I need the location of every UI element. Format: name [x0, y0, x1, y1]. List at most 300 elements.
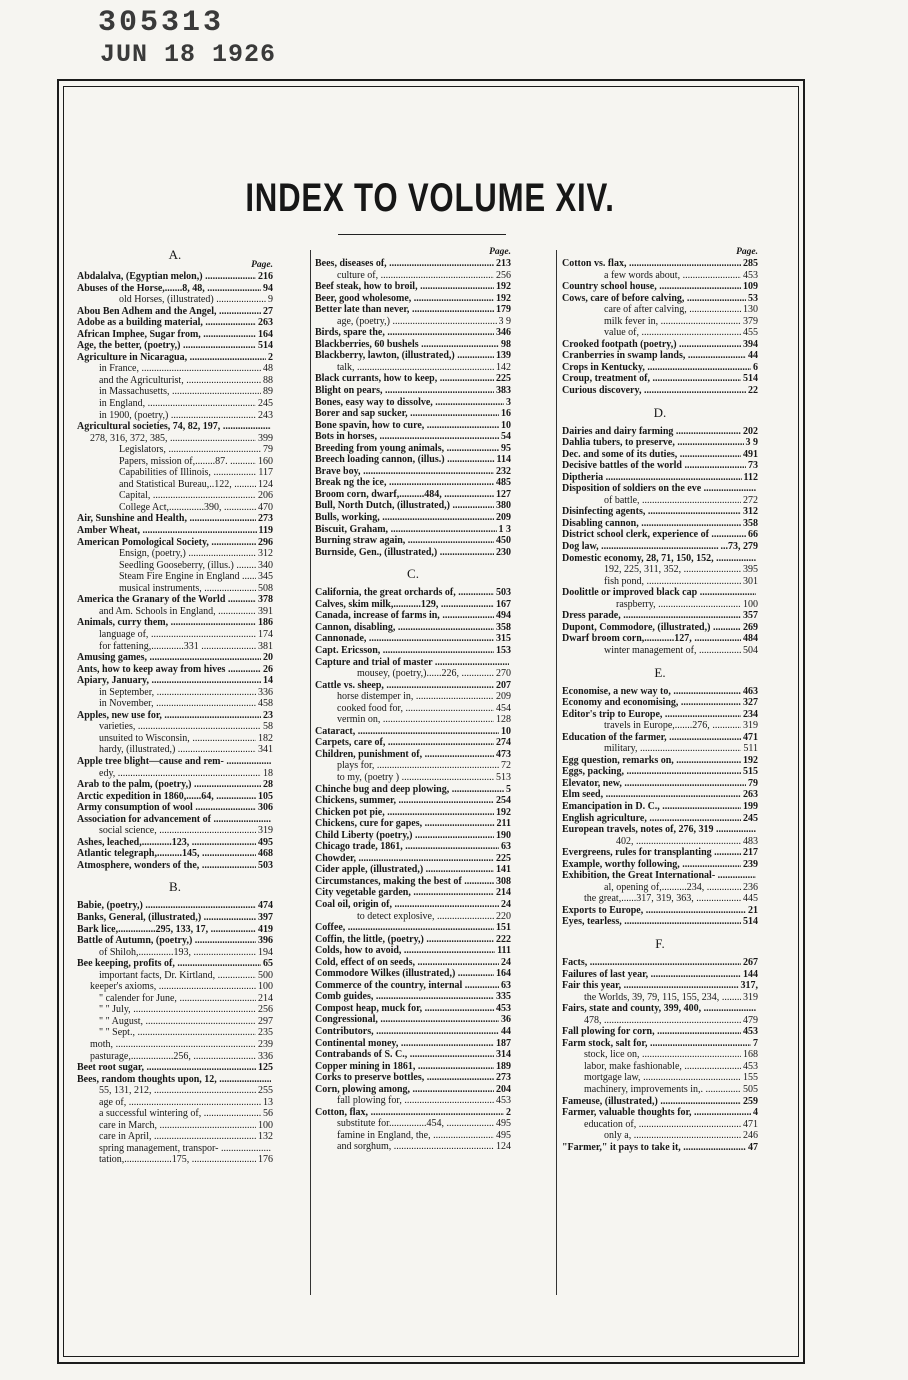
index-entry-page: 28: [263, 779, 273, 791]
index-entry-page: 306: [258, 802, 273, 814]
index-entry-page: 98: [501, 338, 511, 350]
index-entry-topic: Chickens, summer, .....: [315, 795, 494, 807]
index-entry-topic: Bots in horses, .....: [315, 431, 499, 443]
index-entry-page: 395: [743, 564, 758, 576]
index-entry: [77, 306, 273, 318]
index-entry-page: 494: [496, 610, 511, 622]
index-entry-topic: milk fever in, .....: [604, 316, 741, 328]
index-entry-page: 246: [743, 1130, 758, 1142]
index-entry-topic: Canada, increase of farms in, .....: [315, 610, 494, 622]
index-entry-page: 269: [743, 621, 758, 633]
index-entry-page: 394: [743, 338, 758, 350]
index-entry: [315, 408, 511, 420]
index-entry: [77, 363, 273, 375]
index-entry-page: 514: [258, 340, 273, 352]
index-entry: [77, 479, 273, 491]
index-entry: [562, 587, 758, 599]
index-entry-topic: Congressional, .....: [315, 1014, 499, 1026]
index-entry-topic: Amusing games, .....: [77, 652, 261, 664]
index-entry-topic: for fattening,.............331 .....: [99, 641, 256, 653]
index-entry-page: 273: [496, 1072, 511, 1084]
index-entry-topic: Cider apple, (illustrated,) .....: [315, 864, 494, 876]
index-entry-topic: City vegetable garden, .....: [315, 887, 494, 899]
column-divider: [556, 250, 557, 1295]
index-entry-page: 391: [258, 605, 273, 617]
index-entry: [315, 668, 511, 680]
index-entry-topic: of battle, .....: [604, 495, 741, 507]
index-entry-topic: culture of, .....: [337, 270, 494, 282]
index-entry-topic: language of, .....: [99, 629, 256, 641]
index-entry-page: 65: [263, 958, 273, 970]
index-entry-page: 267: [743, 956, 758, 968]
index-entry-topic: Coffin, the little, (poetry,) .....: [315, 934, 494, 946]
index-entry-page: 503: [258, 859, 273, 871]
index-entry-topic: substitute for...............454, .....: [337, 1118, 494, 1130]
index-entry-topic: Chinche bug and deep plowing, .....: [315, 784, 504, 796]
index-entry-topic: Battle of Autumn, (poetry,) .....: [77, 935, 256, 947]
index-entry: [315, 362, 511, 374]
index-entry-page: 216: [258, 271, 273, 282]
index-entry-page: 379: [743, 315, 758, 327]
index-entry-topic: Contrabands of S. C., .....: [315, 1049, 494, 1061]
index-entry: [77, 1062, 273, 1074]
index-entry: [562, 1003, 758, 1015]
index-entry-page: 473: [496, 748, 511, 760]
index-entry: [315, 830, 511, 842]
index-entry: [315, 270, 511, 282]
index-entry-topic: Colds, how to avoid, .....: [315, 945, 495, 957]
index-entry-topic: Economy and economising, .....: [562, 697, 741, 709]
index-entry-page: 514: [743, 916, 758, 928]
index-entry: [77, 900, 273, 912]
index-entry: [562, 1096, 758, 1108]
index-entry-page: 44: [748, 350, 758, 362]
index-entry: [77, 664, 273, 676]
index-entry-topic: Example, worthy following, .....: [562, 859, 741, 871]
index-entry: [77, 1085, 273, 1097]
index-entry: [77, 352, 273, 364]
index-entry-topic: Domestic economy, 28, 71, 150, 152, .....: [562, 553, 756, 565]
index-entry: [562, 437, 758, 449]
index-entry: [562, 327, 758, 339]
index-entry: [315, 258, 511, 270]
index-entry-topic: "Farmer," it pays to take it, .....: [562, 1142, 746, 1154]
index-entry-topic: 478, .....: [584, 1015, 741, 1027]
index-entry: [315, 397, 511, 409]
index-entry-topic: Chicken pot pie, .....: [315, 807, 494, 819]
index-entry-topic: Dec. and some of its duties, .....: [562, 449, 741, 461]
index-entry-topic: Coffee, .....: [315, 922, 494, 934]
index-entry-topic: Legislators, .....: [119, 444, 261, 456]
index-entry-topic: horse distemper in, .....: [337, 691, 494, 703]
index-entry-page: 182: [258, 732, 273, 744]
index-entry-topic: care in March, .....: [99, 1120, 256, 1132]
index-entry: [562, 813, 758, 825]
index-entry-page: 491: [743, 448, 758, 460]
index-entry-topic: a few words about, .....: [604, 270, 741, 282]
index-entry: [315, 795, 511, 807]
index-entry-topic: Corn, plowing among, .....: [315, 1084, 494, 1096]
index-entry-topic: Abdalalva, (Egyptian melon,) .....: [77, 271, 256, 283]
index-entry: [562, 373, 758, 385]
index-entry: [77, 490, 273, 502]
index-entry: [562, 1072, 758, 1084]
index-entry: [562, 1084, 758, 1096]
index-entry: [77, 617, 273, 629]
index-entry: [562, 495, 758, 507]
index-entry-page: 21: [748, 904, 758, 916]
index-entry: [315, 968, 511, 980]
section-letter-heading: C.: [407, 566, 419, 582]
index-entry-topic: Capture and trial of master .....: [315, 657, 509, 669]
index-entry-page: 26: [263, 663, 273, 675]
index-entry-topic: Copper mining in 1861, .....: [315, 1061, 494, 1073]
index-entry-topic: Bull, North Dutch, (illustrated,) .....: [315, 500, 494, 512]
index-entry-page: 470: [258, 501, 273, 513]
section-letter-heading: B.: [169, 879, 181, 895]
index-entry-page: 10: [501, 725, 511, 737]
index-entry-topic: Ashes, leached,............123, .....: [77, 837, 256, 849]
index-entry: [562, 1015, 758, 1027]
index-entry-page: 36: [501, 1014, 511, 1026]
index-entry-topic: Beer, good wholesome, .....: [315, 293, 494, 305]
index-entry-page: 230: [496, 546, 511, 558]
index-entry: [315, 645, 511, 657]
index-entry-page: 396: [258, 935, 273, 947]
index-entry-page: 340: [258, 559, 273, 571]
index-entry: [315, 339, 511, 351]
index-entry-topic: Cannonade, .....: [315, 633, 494, 645]
index-entry-topic: Breeding from young animals, .....: [315, 443, 499, 455]
index-entry-page: 3 9: [498, 315, 511, 327]
index-entry: [315, 726, 511, 738]
index-entry-topic: in France, .....: [99, 363, 261, 375]
index-entry-page: 239: [258, 1039, 273, 1050]
index-entry: [315, 945, 511, 957]
index-entry-page: 225: [496, 373, 511, 385]
index-entry-topic: important facts, Dr. Kirtland, .....: [99, 970, 256, 982]
index-entry-page: 54: [501, 431, 511, 443]
index-entry-page: 3 9: [745, 437, 758, 449]
index-entry-topic: Cattle vs. sheep, .....: [315, 680, 494, 692]
index-entry-topic: age, (poetry,) .....: [337, 316, 497, 328]
index-entry-topic: Age, the better, (poetry,) .....: [77, 340, 256, 352]
index-entry-page: 315: [496, 633, 511, 645]
index-entry-page: 202: [743, 425, 758, 437]
index-entry-page: 243: [258, 409, 273, 421]
index-entry-topic: Disabling cannon, .....: [562, 518, 741, 530]
index-entry-topic: Compost heap, muck for, .....: [315, 1003, 494, 1015]
index-entry-topic: Cold, effect of on seeds, .....: [315, 957, 499, 969]
index-entry-topic: age of, .....: [99, 1097, 261, 1109]
index-entry-page: 255: [258, 1085, 273, 1097]
index-entry-page: 22: [748, 385, 758, 397]
index-entry: [315, 431, 511, 443]
index-entry-topic: Ensign, (poetry,) .....: [119, 548, 256, 560]
index-entry-topic: a successful wintering of, .....: [99, 1108, 261, 1120]
index-entry: [315, 714, 511, 726]
index-entry: [315, 934, 511, 946]
index-entry: [315, 316, 511, 328]
index-entry: [315, 454, 511, 466]
index-entry-topic: Capital, .....: [119, 490, 256, 502]
section-letter-heading: A.: [168, 247, 182, 262]
index-entry: [315, 293, 511, 305]
index-entry-page: 117: [258, 467, 273, 479]
index-entry-topic: Continental money, .....: [315, 1038, 494, 1050]
index-entry: [315, 760, 511, 772]
index-entry-topic: in September, .....: [99, 687, 256, 699]
index-entry-topic: " " Sept., .....: [99, 1027, 256, 1039]
index-entry: [562, 1038, 758, 1050]
index-entry: [315, 622, 511, 634]
index-entry-page: 450: [496, 535, 511, 547]
index-entry: [315, 587, 511, 599]
index-entry-page: 234: [743, 708, 758, 720]
index-entry: [77, 340, 273, 352]
index-entry-topic: Adobe as a building material, .....: [77, 317, 256, 329]
index-entry-topic: Beet root sugar, .....: [77, 1062, 256, 1074]
index-entry-topic: Cows, care of before calving, .....: [562, 293, 746, 305]
index-entry-topic: labor, make fashionable, .....: [584, 1061, 741, 1073]
index-entry-topic: 55, 131, 212, .....: [99, 1085, 256, 1097]
index-entry-page: 73: [748, 460, 758, 472]
index-entry-topic: in England, .....: [99, 398, 256, 410]
index-entry-topic: Capabilities of Illinois, .....: [119, 467, 256, 479]
index-entry-page: 273: [258, 513, 273, 525]
index-entry: [562, 980, 758, 992]
index-entry-page: 419: [258, 923, 273, 935]
index-entry: [77, 1143, 273, 1155]
index-entry-topic: plays for, .....: [337, 760, 499, 772]
index-entry-page: 317,: [740, 980, 758, 992]
index-entry: [77, 1154, 273, 1166]
index-entry: [315, 1038, 511, 1050]
index-entry-page: 319: [258, 825, 273, 837]
index-entry: [562, 836, 758, 848]
index-entry: [315, 304, 511, 316]
index-entry-topic: " " August, .....: [99, 1016, 256, 1028]
index-entry-topic: education of, .....: [584, 1119, 741, 1131]
index-entry: [315, 350, 511, 362]
index-entry-topic: Comb guides, .....: [315, 991, 494, 1003]
index-entry: [562, 553, 758, 565]
index-entry: [315, 657, 511, 669]
index-entry-page: 89: [263, 386, 273, 398]
index-entry-topic: Apple tree blight—cause and rem- .....: [77, 756, 271, 768]
index-entry: [77, 1004, 273, 1016]
index-entry-page: 5: [506, 783, 511, 795]
index-entry-page: 79: [748, 777, 758, 789]
index-entry-page: 44: [501, 1026, 511, 1037]
index-entry-topic: Calves, skim milk,...........129, .....: [315, 599, 494, 611]
index-entry: [77, 1039, 273, 1051]
index-entry-page: ...73, 279: [720, 541, 758, 553]
index-entry-page: 192: [496, 806, 511, 818]
index-entry-topic: Doolittle or improved black cap .....: [562, 587, 756, 599]
index-entry-page: 100: [743, 598, 758, 610]
index-entry-page: 56: [263, 1108, 273, 1120]
index-entry: [77, 814, 273, 826]
index-entry-page: 24: [501, 898, 511, 910]
index-entry-page: 190: [496, 829, 511, 841]
index-entry: [77, 710, 273, 722]
index-entry-page: 160: [258, 455, 273, 467]
index-entry: [77, 1120, 273, 1132]
index-entry-topic: Air, Sunshine and Health, .....: [77, 513, 256, 525]
index-entry-page: 58: [263, 721, 273, 733]
index-entry-topic: Disposition of soldiers on the eve .....: [562, 483, 756, 495]
index-entry-page: 380: [496, 500, 511, 512]
index-entry-topic: raspberry, .....: [616, 599, 741, 611]
index-entry: [315, 500, 511, 512]
index-entry: [315, 991, 511, 1003]
index-entry-page: 225: [496, 852, 511, 864]
index-entry-page: 495: [258, 836, 273, 848]
index-entry: [562, 905, 758, 917]
index-entry: [315, 1026, 511, 1038]
index-entry-topic: musical instruments, .....: [119, 583, 256, 595]
index-entry: [315, 420, 511, 432]
index-entry: [315, 911, 511, 923]
index-entry: [315, 922, 511, 934]
index-entry: [315, 876, 511, 888]
index-entry: [77, 502, 273, 514]
index-entry: [77, 652, 273, 664]
index-entry-page: 112: [743, 471, 758, 483]
index-entry-page: 9: [268, 294, 273, 306]
index-entry-topic: in November, .....: [99, 698, 256, 710]
index-entry: [77, 410, 273, 422]
index-entry: [562, 339, 758, 351]
index-entry-topic: edy, .....: [99, 768, 261, 780]
index-entry-topic: Editor's trip to Europe, .....: [562, 709, 741, 721]
index-entry: [562, 778, 758, 790]
index-entry-topic: District school clerk, experience of .....: [562, 529, 746, 541]
section-letter-heading: D.: [653, 404, 667, 420]
index-entry-topic: Brave boy, .....: [315, 466, 494, 478]
index-entry-page: 192: [496, 281, 511, 293]
index-entry-topic: winter management of, .....: [604, 645, 741, 657]
index-entry-topic: Farm stock, salt for, .....: [562, 1038, 751, 1050]
index-entry-topic: Corks to preserve bottles, .....: [315, 1072, 494, 1084]
section-letter-heading: E.: [654, 664, 666, 680]
index-entry-topic: Blight on pears, .....: [315, 385, 494, 397]
index-entry-page: 471: [743, 731, 758, 743]
index-entry-topic: Exports to Europe, .....: [562, 905, 746, 917]
index-entry-topic: American Pomological Society, .....: [77, 537, 256, 549]
index-entry-page: 319: [743, 720, 758, 732]
index-entry-topic: Dress parade, .....: [562, 610, 741, 622]
index-entry-topic: to my, (poetry ) .....: [337, 772, 494, 784]
index-entry: [77, 1097, 273, 1109]
index-entry: [562, 969, 758, 981]
index-entry-topic: military, .....: [604, 743, 741, 755]
index-entry-page: 500: [258, 969, 273, 981]
index-entry-topic: hardy, (illustrated,) .....: [99, 744, 256, 756]
index-entry: [315, 1049, 511, 1061]
index-entry: [77, 802, 273, 814]
index-entry-topic: Contributors, .....: [315, 1026, 499, 1038]
index-entry-page: 47: [748, 1141, 758, 1153]
index-entry-page: 312: [258, 548, 273, 560]
index-entry-topic: Black currants, how to keep, .....: [315, 373, 494, 385]
index-entry-page: 125: [258, 1062, 273, 1074]
index-entry-page: 179: [496, 304, 511, 316]
index-entry-page: 164: [496, 968, 511, 980]
index-entry-topic: Abuses of the Horse,.......8, 48, .....: [77, 283, 261, 295]
index-entry: [562, 529, 758, 541]
index-entry: [77, 398, 273, 410]
index-entry-topic: Borer and sap sucker, .....: [315, 408, 499, 420]
index-entry-page: 445: [743, 893, 758, 905]
index-entry: [77, 675, 273, 687]
index-entry: [562, 697, 758, 709]
index-entry-page: 346: [496, 327, 511, 339]
index-entry-page: 100: [258, 981, 273, 993]
index-entry-topic: social science, .....: [99, 825, 256, 837]
index-entry-page: 256: [496, 269, 511, 281]
page-column-heading: Page.: [736, 247, 758, 257]
index-entry-page: 95: [501, 442, 511, 454]
index-entry-page: 515: [743, 766, 758, 778]
index-entry: [77, 317, 273, 329]
index-entry-topic: value of, .....: [604, 327, 741, 339]
index-entry-page: 7: [753, 1037, 758, 1049]
index-entry-page: 176: [258, 1154, 273, 1166]
index-entry-page: 301: [743, 575, 758, 587]
index-entry-page: 124: [258, 478, 273, 490]
index-entry: [77, 912, 273, 924]
index-entry-topic: old Horses, (illustrated) .....: [119, 294, 266, 306]
index-entry-topic: Capt. Ericsson, .....: [315, 645, 494, 657]
index-entry-topic: Cannon, disabling, .....: [315, 622, 494, 634]
index-entry-page: 144: [743, 968, 758, 980]
index-entry-page: 4: [753, 1107, 758, 1119]
index-entry-page: 167: [496, 598, 511, 610]
index-entry: [77, 594, 273, 606]
index-entry: [562, 576, 758, 588]
index-entry-page: 128: [496, 714, 511, 726]
index-entry-topic: Burnside, Gen., (illustrated,) .....: [315, 547, 494, 559]
index-entry-topic: Carpets, care of, .....: [315, 737, 494, 749]
index-entry: [315, 737, 511, 749]
title-underline: [338, 234, 506, 235]
index-entry: [315, 610, 511, 622]
index-entry-page: 88: [263, 374, 273, 386]
index-entry-topic: Broom corn, dwarf,..........484, .....: [315, 489, 494, 501]
index-entry-topic: Amber Wheat, .....: [77, 525, 257, 537]
index-entry: [77, 768, 273, 780]
index-entry: [315, 1118, 511, 1130]
index-entry-topic: Curious discovery, .....: [562, 385, 746, 397]
index-entry-topic: tation,...................175, .....: [99, 1154, 256, 1166]
index-entry-page: 274: [496, 737, 511, 749]
index-entry-topic: Fall plowing for corn, .....: [562, 1026, 741, 1038]
index-entry-page: 24: [501, 956, 511, 968]
index-entry-page: 484: [743, 633, 758, 645]
index-entry-topic: Breech loading cannon, (illus.) .....: [315, 454, 495, 466]
index-entry-topic: mortgage law, .....: [584, 1072, 741, 1084]
index-entry-topic: Bones, easy way to dissolve, .....: [315, 397, 504, 409]
index-entry-topic: Bark lice,...............295, 133, 17, .....: [77, 924, 256, 936]
index-entry: [315, 841, 511, 853]
index-entry-page: 209: [496, 691, 511, 703]
index-entry: [562, 304, 758, 316]
index-entry-page: 357: [743, 610, 758, 622]
index-entry: [77, 641, 273, 653]
index-entry-page: 16: [501, 408, 511, 420]
